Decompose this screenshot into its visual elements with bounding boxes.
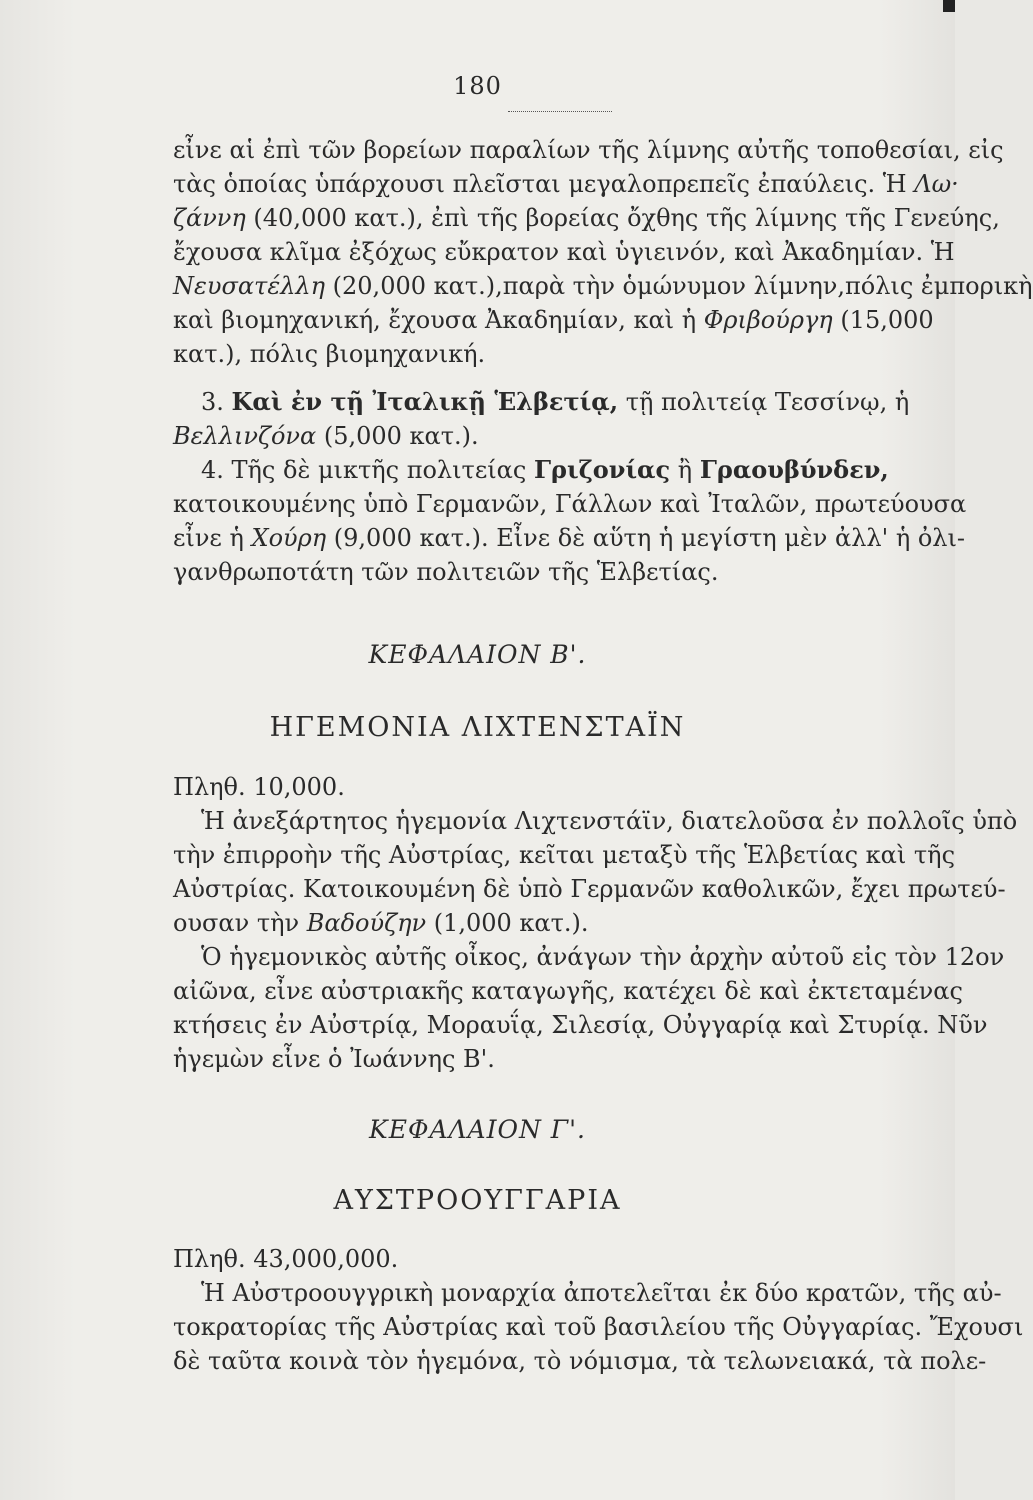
italic-place-name: Βαδούζην: [306, 909, 427, 937]
text-line: γανθρωποτάτη τῶν πολιτειῶν τῆς Ἑλβετίας.: [173, 558, 719, 586]
text-line: ἔχουσα κλῖμα ἐξόχως εὔκρατον καὶ ὑγιεινόν, καὶ Ἀκαδημίαν. Ἡ: [173, 238, 955, 266]
text-line: ἡγεμὼν εἶνε ὁ Ἰωάννης Β'.: [173, 1045, 495, 1073]
italic-place-name: Χούρη: [251, 524, 327, 552]
text-line: τὴν ἐπιρροὴν τῆς Αὐστρίας, κεῖται μεταξὺ τῆς Ἑλβετίας καὶ τῆς: [173, 841, 956, 869]
text-line: Νευσατέλλη (20,000 κατ.),παρὰ τὴν ὁμώνυμον λίμνην,πόλις ἐμπορικὴ: [173, 272, 1033, 300]
text-line: Βελλινζόνα (5,000 κατ.).: [173, 422, 479, 450]
italic-place-name: Λω·: [914, 170, 959, 198]
text-line: Ὁ ἡγεμονικὸς αὐτῆς οἶκος, ἀνάγων τὴν ἀρχὴν αὐτοῦ εἰς τὸν 12ον: [201, 943, 1005, 971]
header-rule: [508, 111, 612, 112]
text-line: κατ.), πόλις βιομηχανική.: [173, 340, 486, 368]
section-heading-liechtenstein: ΗΓΕΜΟΝΙΑ ΛΙΧΤΕΝΣΤΑΪΝ: [269, 712, 686, 743]
population-austria-hungary: Πληθ. 43,000,000.: [173, 1245, 399, 1273]
scan-corner-mark: [943, 0, 955, 12]
population-liechtenstein: Πληθ. 10,000.: [173, 773, 345, 801]
page-number: 180: [453, 72, 502, 100]
text-line: καὶ βιομηχανική, ἔχουσα Ἀκαδημίαν, καὶ ἡ Φριβούργη (15,000: [173, 306, 934, 334]
section-heading-austria-hungary: ΑΥΣΤΡΟΟΥΓΓΑΡΙΑ: [333, 1185, 622, 1216]
text-line: Ἡ ἀνεξάρτητος ἡγεμονία Λιχτενστάϊν, διατελοῦσα ἐν πολλοῖς ὑπὸ: [201, 807, 1018, 835]
text-line: εἶνε αἱ ἐπὶ τῶν βορείων παραλίων τῆς λίμνης αὐτῆς τοποθεσίαι, εἰς: [173, 136, 1004, 164]
paragraph-italian-switzerland: [173, 385, 933, 453]
text-line: ουσαν τὴν Βαδούζην (1,000 κατ.).: [173, 909, 589, 937]
chapter-title-b: ΚΕΦΑΛΑΙΟΝ Β'.: [368, 640, 587, 669]
text-line: κατοικουμένης ὑπὸ Γερμανῶν, Γάλλων καὶ Ἰταλῶν, πρωτεύουσα: [173, 490, 967, 518]
text-line: 3. Καὶ ἐν τῇ Ἰταλικῇ Ἑλβετίᾳ, τῇ πολιτείᾳ Τεσσίνῳ, ἡ: [201, 387, 910, 416]
text-line: τὰς ὁποίας ὑπάρχουσι πλεῖσται μεγαλοπρεπεῖς ἐπαύλεις. Ἡ Λω·: [173, 170, 959, 198]
text-line: 4. Τῆς δὲ μικτῆς πολιτείας Γριζονίας ἢ Γραουβύνδεν,: [201, 455, 889, 484]
bold-section-title: Καὶ ἐν τῇ Ἰταλικῇ Ἑλβετίᾳ,: [231, 387, 619, 416]
text-line: εἶνε ἡ Χούρη (9,000 κατ.). Εἶνε δὲ αὕτη ἡ μεγίστη μὲν ἀλλ' ἡ ὀλι-: [173, 524, 966, 552]
text-line: αἰῶνα, εἶνε αὐστριακῆς καταγωγῆς, κατέχει δὲ καὶ ἐκτεταμένας: [173, 977, 963, 1005]
bold-section-title: Γριζονίας: [533, 455, 671, 484]
italic-place-name: Φριβούργη: [703, 306, 833, 334]
text-line: Ἡ Αὐστροουγγρικὴ μοναρχία ἀποτελεῖται ἐκ δύο κρατῶν, τῆς αὐ-: [201, 1279, 1002, 1307]
italic-place-name: Βελλινζόνα: [173, 422, 317, 450]
paragraph-austria-hungary: [173, 1276, 1024, 1378]
italic-place-name: Νευσατέλλη: [173, 272, 326, 300]
text-line: τοκρατορίας τῆς Αὐστρίας καὶ τοῦ βασιλείου τῆς Οὐγγαρίας. Ἔχουσι: [173, 1313, 1024, 1341]
paragraph-swiss-towns: [173, 133, 1033, 371]
bold-section-title: Γραουβύνδεν,: [699, 455, 889, 484]
paragraph-liechtenstein: [173, 804, 1018, 1076]
paragraph-grisons: [173, 453, 967, 589]
text-line: δὲ ταῦτα κοινὰ τὸν ἡγεμόνα, τὸ νόμισμα, τὰ τελωνειακά, τὰ πολε-: [173, 1347, 987, 1375]
text-line: κτήσεις ἐν Αὐστρίᾳ, Μοραυΐᾳ, Σιλεσίᾳ, Οὐγγαρίᾳ καὶ Στυρίᾳ. Νῦν: [173, 1011, 988, 1039]
chapter-title-c: ΚΕΦΑΛΑΙΟΝ Γ'.: [369, 1115, 586, 1144]
italic-place-name: ζάννη: [173, 204, 246, 232]
text-line: Αὐστρίας. Κατοικουμένη δὲ ὑπὸ Γερμανῶν καθολικῶν, ἔχει πρωτεύ-: [173, 875, 1006, 903]
text-line: ζάννη (40,000 κατ.), ἐπὶ τῆς βορείας ὄχθης τῆς λίμνης τῆς Γενεύης,: [173, 204, 1000, 232]
